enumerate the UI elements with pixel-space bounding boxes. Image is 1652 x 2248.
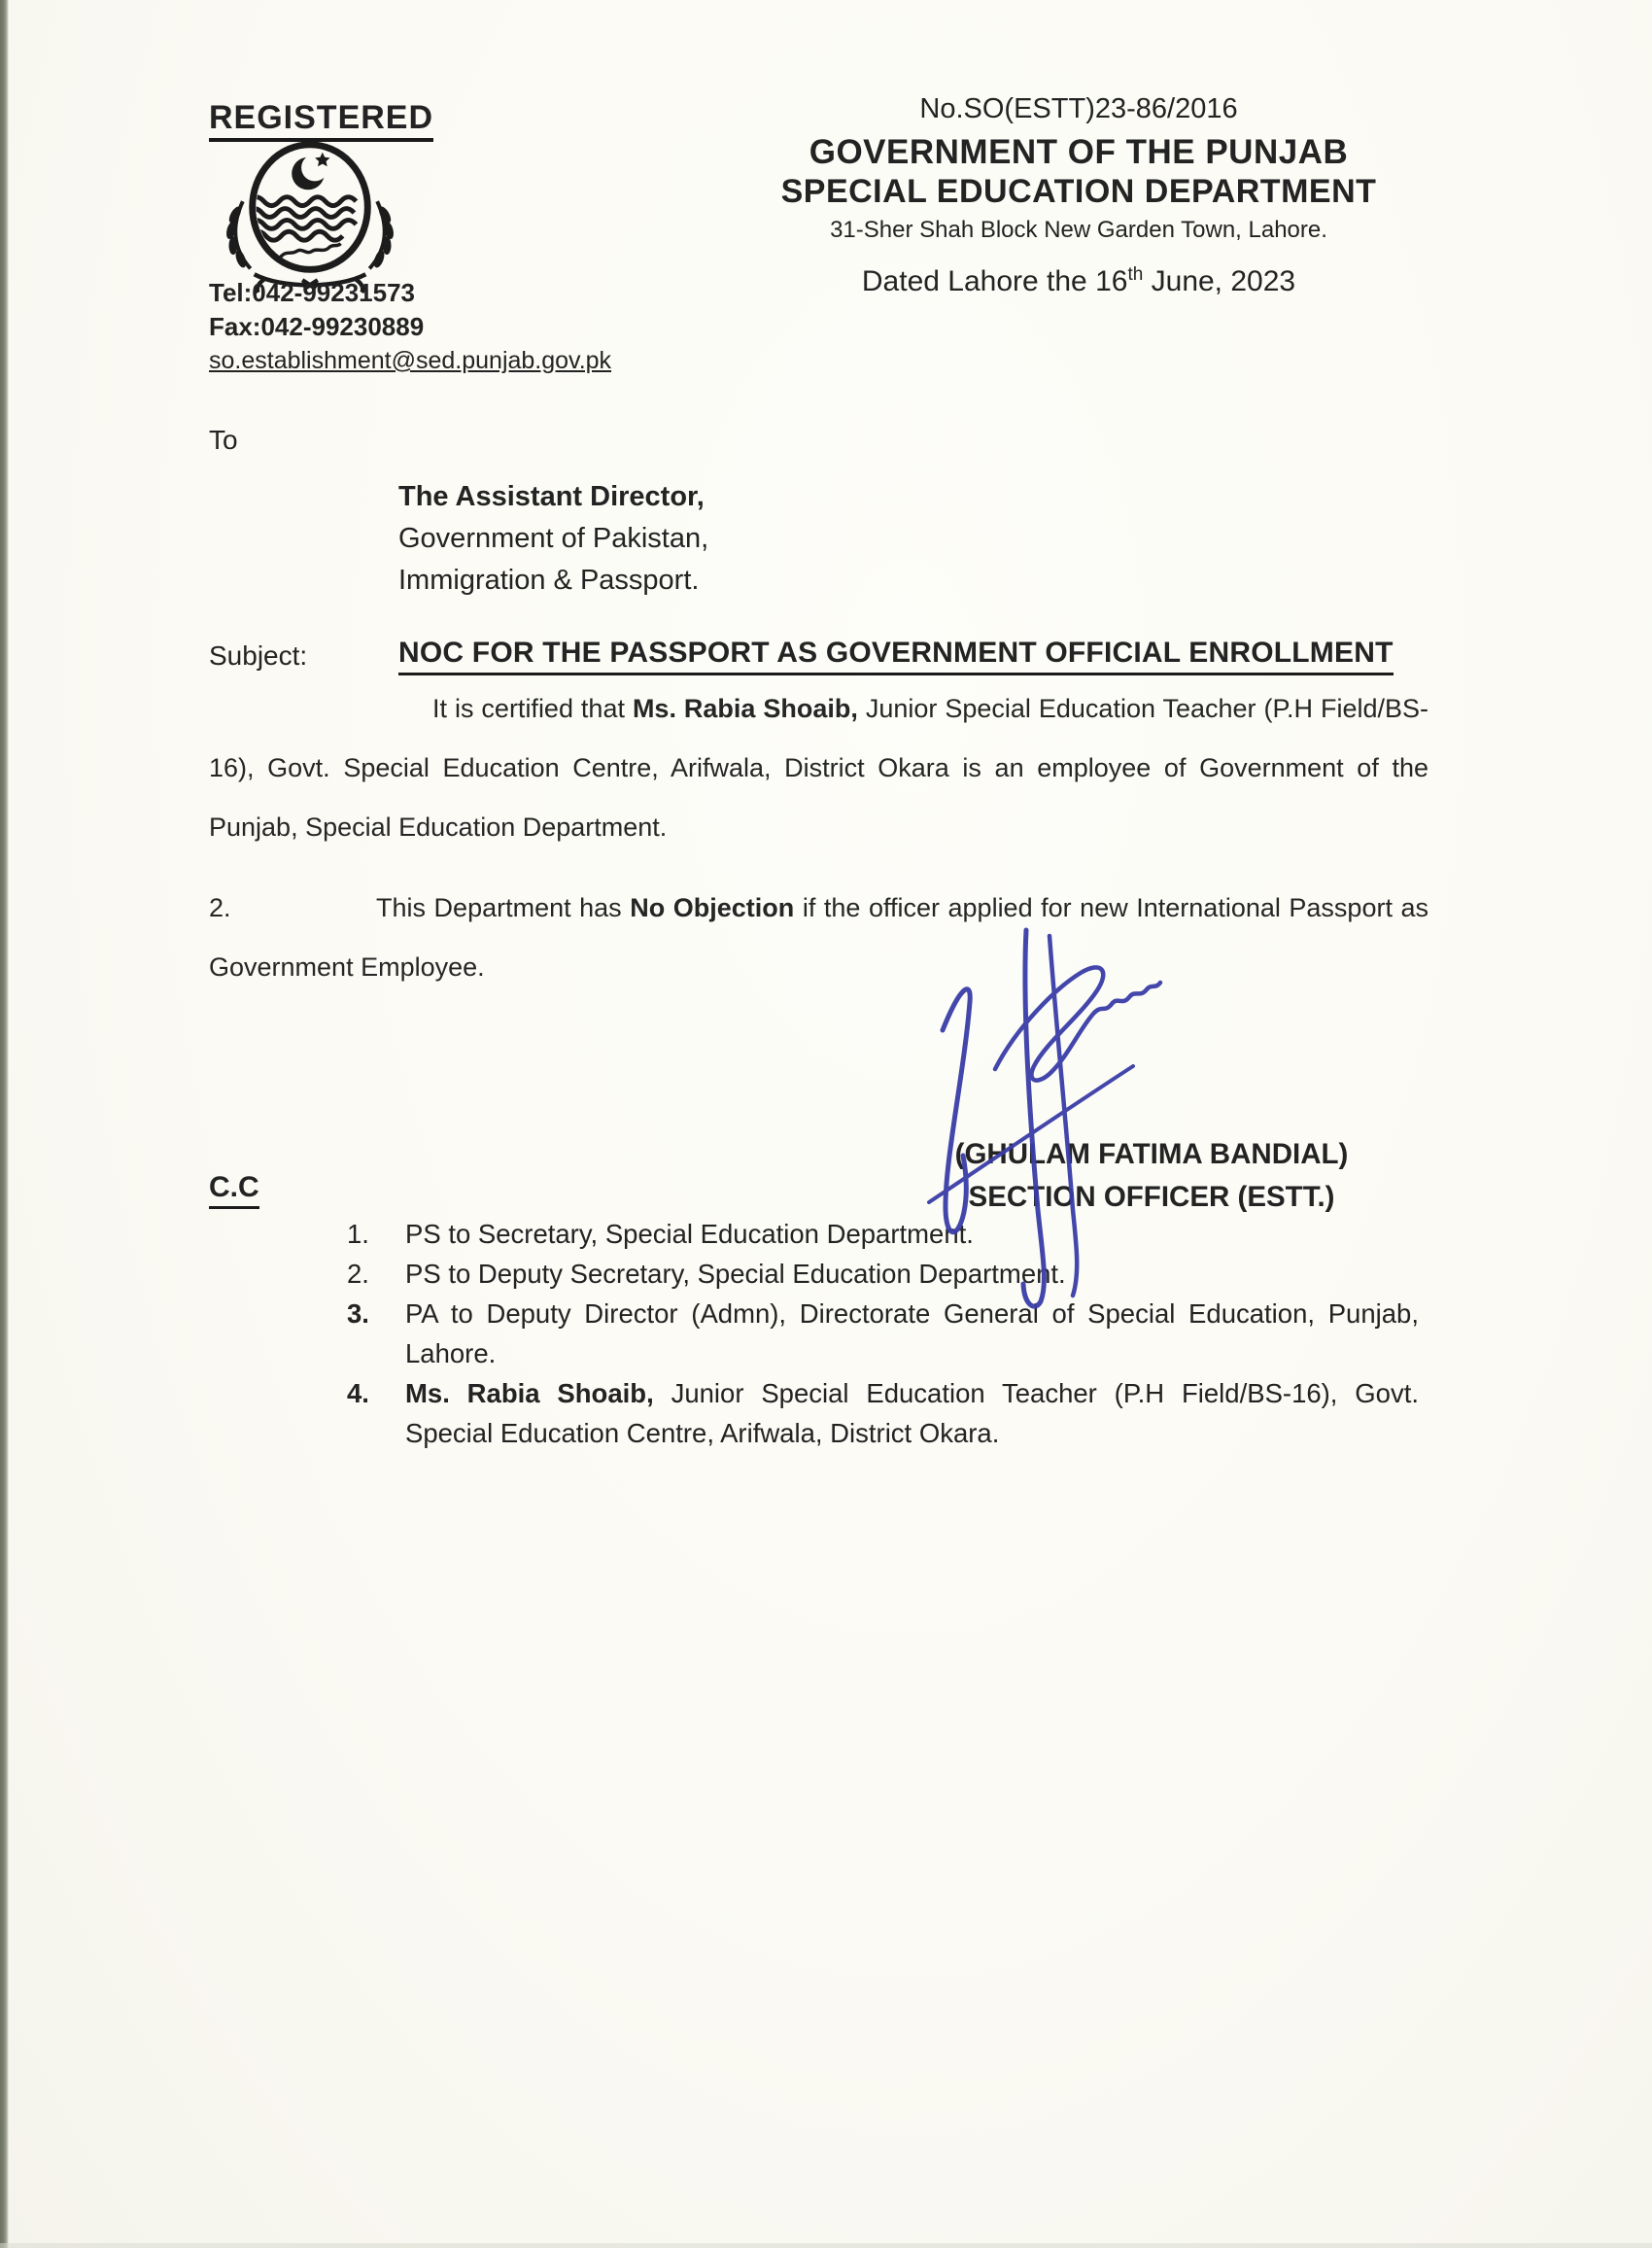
addressee-block xyxy=(398,476,708,602)
cc-item-number: 1. xyxy=(347,1219,369,1249)
email-address: so.establishment@sed.punjab.gov.pk xyxy=(209,347,612,374)
tel-line: Tel:042-99231573 xyxy=(209,278,416,307)
department-title: SPECIAL EDUCATION DEPARTMENT xyxy=(780,173,1377,210)
signatory-block xyxy=(855,1133,1448,1219)
cc-item-2 xyxy=(347,1254,1419,1294)
cc-item-text-rest: Junior Special Education Teacher (P.H Field/BS-16), Govt. Special Education Centre, Arifwala, District Okara. xyxy=(405,1378,1420,1448)
cc-item-text xyxy=(405,1373,1419,1453)
addressee-org: Government of Pakistan, xyxy=(398,523,709,554)
cc-item-3 xyxy=(347,1294,1419,1373)
cc-list xyxy=(347,1214,1419,1453)
reference-number: No.SO(ESTT)23-86/2016 xyxy=(919,93,1238,124)
to-label: To xyxy=(209,425,238,455)
signatory-title: SECTION OFFICER (ESTT.) xyxy=(968,1181,1335,1213)
cc-item-number: 3. xyxy=(347,1298,369,1329)
body-paragraph-2 xyxy=(209,879,1428,997)
cc-item-text: PS to Deputy Secretary, Special Education Department. xyxy=(405,1259,1066,1289)
cc-item-number: 4. xyxy=(347,1378,369,1408)
government-title: GOVERNMENT OF THE PUNJAB xyxy=(809,133,1349,171)
addressee-office: Immigration & Passport. xyxy=(398,565,700,596)
para2-lead: This Department has xyxy=(376,893,631,922)
date-ordinal-suffix: th xyxy=(1127,264,1144,285)
para1-rest: Junior Special Education Teacher (P.H Field/BS-16), Govt. Special Education Centre, Arifwala, District Okara is an employee of Government of the Punjab, Special Education Department. xyxy=(209,694,1428,842)
subject-label: Subject: xyxy=(209,640,308,671)
punjab-crest-icon xyxy=(194,132,426,295)
date-line xyxy=(734,264,1424,298)
employee-name: Ms. Rabia Shoaib, xyxy=(632,694,858,723)
cc-label: C.C xyxy=(209,1171,259,1209)
letterhead xyxy=(734,93,1424,244)
paragraph-number: 2. xyxy=(209,893,231,922)
cc-item-number: 2. xyxy=(347,1259,369,1289)
scan-edge-bottom xyxy=(0,2243,1652,2248)
scan-edge-left xyxy=(0,0,9,2248)
signatory-name: (GHULAM FATIMA BANDIAL) xyxy=(954,1138,1349,1170)
para2-rest: if the officer applied for new International Passport as Government Employee. xyxy=(209,893,1429,982)
cc-item-1 xyxy=(347,1214,1419,1254)
river-waves-icon xyxy=(247,197,357,240)
date-text-rest: June, 2023 xyxy=(1143,265,1296,297)
contact-block xyxy=(209,276,611,378)
cc-employee-name: Ms. Rabia Shoaib, xyxy=(405,1378,654,1408)
no-objection-phrase: No Objection xyxy=(630,893,795,922)
registered-stamp: REGISTERED xyxy=(209,99,433,142)
subject-text: NOC FOR THE PASSPORT AS GOVERNMENT OFFICIAL ENROLLMENT xyxy=(398,637,1394,675)
cc-item-text: PS to Secretary, Special Education Department. xyxy=(405,1219,974,1249)
subject-row xyxy=(209,637,1428,679)
urdu-calligraphy-icon xyxy=(279,244,340,259)
addressee-title: The Assistant Director, xyxy=(398,481,705,512)
date-text: Dated Lahore the 16 xyxy=(861,265,1128,297)
body-paragraph-1 xyxy=(209,679,1428,857)
para1-lead: It is certified that xyxy=(432,694,633,723)
cc-item-4 xyxy=(347,1373,1419,1453)
cc-item-text: PA to Deputy Director (Admn), Directorate General of Special Education, Punjab, Lahore. xyxy=(405,1298,1419,1368)
department-address: 31-Sher Shah Block New Garden Town, Lahore. xyxy=(830,217,1327,243)
fax-line: Fax:042-99230889 xyxy=(209,312,425,341)
crescent-star-icon xyxy=(292,153,329,190)
